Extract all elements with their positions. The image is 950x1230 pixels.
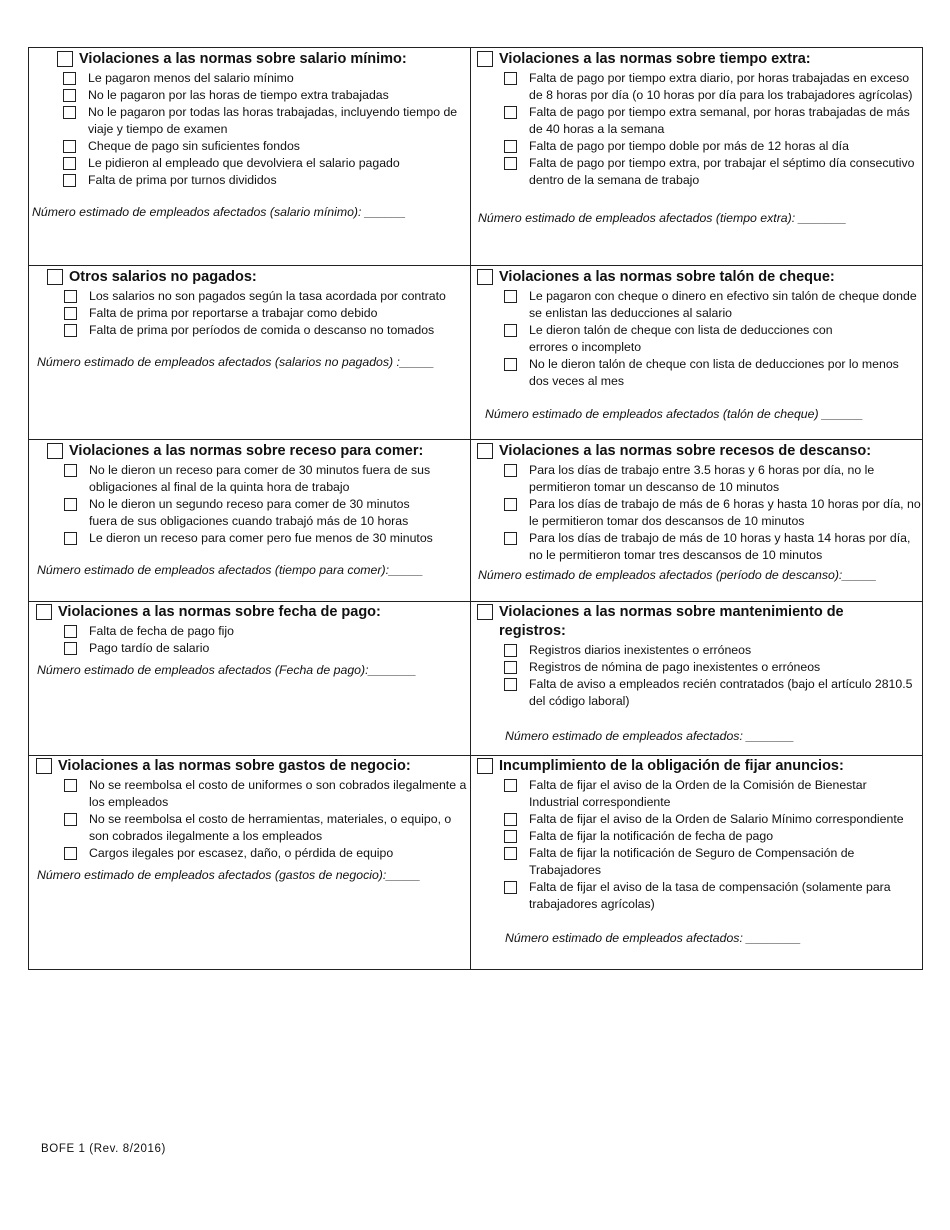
list-item: Registros diarios inexistentes o erróneos [504,642,921,659]
section-checkbox[interactable] [477,758,493,774]
list-item: Falta de fijar el aviso de la Orden de la Comisión de Bienestar Industrial correspondiente [504,777,921,811]
section-title: Violaciones a las normas sobre talón de cheque: [499,269,835,285]
affected-employees-estimate[interactable]: Número estimado de empleados afectados (talón de cheque) ______ [485,407,864,421]
item-checkbox[interactable] [64,847,77,860]
list-item: Para los días de trabajo de más de 10 horas y hasta 14 horas por día, no le permitieron tomar tres descansos de 10 minutos [504,530,921,564]
item-checkbox[interactable] [504,532,517,545]
item-checkbox[interactable] [504,881,517,894]
section-title: Otros salarios no pagados: [69,269,257,285]
affected-employees-estimate[interactable]: Número estimado de empleados afectados (salario mínimo): ______ [32,205,406,219]
list-item: Falta de prima por períodos de comida o descanso no tomados [64,322,469,339]
section-records [477,603,921,710]
list-item: No se reembolsa el costo de uniformes o son cobrados ilegalmente a los empleados [64,777,469,811]
item-checkbox[interactable] [504,661,517,674]
item-checkbox[interactable] [64,290,77,303]
item-checkbox[interactable] [63,157,76,170]
section-title: Incumplimiento de la obligación de fijar anuncios: [499,758,844,774]
section-paystub [477,268,921,390]
item-checkbox[interactable] [64,464,77,477]
column-divider [470,48,471,969]
list-item: Falta de fijar el aviso de la tasa de compensación (solamente para trabajadores agrícolas) [504,879,921,913]
list-item: Le pagaron con cheque o dinero en efectivo sin talón de cheque donde se enlistan las deducciones al salario [504,288,921,322]
list-item: Falta de prima por reportarse a trabajar como debido [64,305,469,322]
item-checkbox[interactable] [64,625,77,638]
item-checkbox[interactable] [504,140,517,153]
item-checkbox[interactable] [504,813,517,826]
form-revision-label: BOFE 1 (Rev. 8/2016) [41,1143,166,1155]
affected-employees-estimate[interactable]: Número estimado de empleados afectados (gastos de negocio):_____ [37,868,421,882]
violations-table [28,47,923,970]
list-item: Le pagaron menos del salario mínimo [63,70,469,87]
item-checkbox[interactable] [504,847,517,860]
row-divider [29,755,922,756]
item-checkbox[interactable] [63,140,76,153]
section-pay-date [36,603,469,657]
list-item: Falta de pago por tiempo extra semanal, por horas trabajadas de más de 40 horas a la semana [504,104,921,138]
section-other-wages [47,268,469,339]
list-item: No se reembolsa el costo de herramientas, materiales, o equipo, o son cobrados ilegalmente a los empleados [64,811,469,845]
list-item: Pago tardío de salario [64,640,469,657]
section-title: Violaciones a las normas sobre mantenimiento de registros: [499,604,844,639]
list-item: Falta de fijar el aviso de la Orden de Salario Mínimo correspondiente [504,811,921,828]
item-checkbox[interactable] [504,464,517,477]
list-item: Falta de fecha de pago fijo [64,623,469,640]
affected-employees-estimate[interactable]: Número estimado de empleados afectados (salarios no pagados) :_____ [37,355,435,369]
list-item: No le dieron un segundo receso para comer de 30 minutos fuera de sus obligaciones cuando trabajó más de 10 horas [64,496,469,530]
list-item: Falta de pago por tiempo doble por más de 12 horas al día [504,138,921,155]
section-business-expenses [36,757,469,862]
item-checkbox[interactable] [64,642,77,655]
item-checkbox[interactable] [63,72,76,85]
list-item: No le pagaron por las horas de tiempo extra trabajadas [63,87,469,104]
item-checkbox[interactable] [504,358,517,371]
item-checkbox[interactable] [63,174,76,187]
section-title: Violaciones a las normas sobre receso para comer: [69,443,424,459]
section-postings [477,757,921,913]
item-checkbox[interactable] [504,72,517,85]
section-title: Violaciones a las normas sobre salario mínimo: [79,51,407,67]
list-item: Le dieron talón de cheque con lista de deducciones con errores o incompleto [504,322,921,356]
section-minimum-wage [57,50,469,189]
row-divider [29,439,922,440]
section-checkbox[interactable] [477,269,493,285]
list-item: No le dieron talón de cheque con lista de deducciones por lo menos dos veces al mes [504,356,921,390]
list-item: Falta de prima por turnos divididos [63,172,469,189]
section-checkbox[interactable] [477,51,493,67]
section-checkbox[interactable] [36,604,52,620]
section-checkbox[interactable] [36,758,52,774]
list-item: Para los días de trabajo de más de 6 horas y hasta 10 horas por día, no le permitieron tomar dos descansos de 10 minutos [504,496,921,530]
item-checkbox[interactable] [504,290,517,303]
affected-employees-estimate[interactable]: Número estimado de empleados afectados: _______ [505,729,795,743]
list-item: Falta de fijar la notificación de Seguro de Compensación de Trabajadores [504,845,921,879]
list-item: No le pagaron por todas las horas trabajadas, incluyendo tiempo de viaje y tiempo de examen [63,104,469,138]
item-checkbox[interactable] [63,106,76,119]
item-checkbox[interactable] [504,498,517,511]
affected-employees-estimate[interactable]: Número estimado de empleados afectados (período de descanso):_____ [478,568,877,582]
list-item: Falta de pago por tiempo extra diario, por horas trabajadas en exceso de 8 horas por día (o 10 horas por día para los trabajadores agrícolas) [504,70,921,104]
list-item: Le pidieron al empleado que devolviera el salario pagado [63,155,469,172]
item-checkbox[interactable] [504,106,517,119]
list-item: Cheque de pago sin suficientes fondos [63,138,469,155]
row-divider [29,601,922,602]
list-item: Para los días de trabajo entre 3.5 horas y 6 horas por día, no le permitieron tomar un descanso de 10 minutos [504,462,921,496]
section-overtime [477,50,921,189]
list-item: Le dieron un receso para comer pero fue menos de 30 minutos [64,530,469,547]
section-rest-break [477,442,921,564]
section-title: Violaciones a las normas sobre recesos de descanso: [499,443,872,459]
section-meal-break [47,442,469,547]
row-divider [29,265,922,266]
section-checkbox[interactable] [477,604,493,620]
item-checkbox[interactable] [64,532,77,545]
list-item: Falta de fijar la notificación de fecha de pago [504,828,921,845]
list-item: No le dieron un receso para comer de 30 minutos fuera de sus obligaciones al final de la quinta hora de trabajo [64,462,469,496]
section-title: Violaciones a las normas sobre gastos de negocio: [58,758,411,774]
list-item: Falta de pago por tiempo extra, por trabajar el séptimo día consecutivo dentro de la semana de trabajo [504,155,921,189]
item-checkbox[interactable] [504,678,517,691]
section-checkbox[interactable] [57,51,73,67]
list-item: Falta de aviso a empleados recién contratados (bajo el artículo 2810.5 del código laboral) [504,676,921,710]
affected-employees-estimate[interactable]: Número estimado de empleados afectados: ________ [505,931,802,945]
item-checkbox[interactable] [504,779,517,792]
section-title: Violaciones a las normas sobre tiempo extra: [499,51,811,67]
section-checkbox[interactable] [477,443,493,459]
item-checkbox[interactable] [64,813,77,826]
item-checkbox[interactable] [64,779,77,792]
affected-employees-estimate[interactable]: Número estimado de empleados afectados (tiempo para comer):_____ [37,563,424,577]
item-checkbox[interactable] [63,89,76,102]
item-checkbox[interactable] [504,644,517,657]
item-checkbox[interactable] [504,324,517,337]
section-checkbox[interactable] [47,269,63,285]
item-checkbox[interactable] [504,830,517,843]
item-checkbox[interactable] [64,498,77,511]
list-item: Registros de nómina de pago inexistentes o erróneos [504,659,921,676]
section-checkbox[interactable] [47,443,63,459]
list-item: Los salarios no son pagados según la tasa acordada por contrato [64,288,469,305]
list-item: Cargos ilegales por escasez, daño, o pérdida de equipo [64,845,469,862]
item-checkbox[interactable] [64,307,77,320]
affected-employees-estimate[interactable]: Número estimado de empleados afectados (Fecha de pago):_______ [37,663,417,677]
item-checkbox[interactable] [64,324,77,337]
item-checkbox[interactable] [504,157,517,170]
section-title: Violaciones a las normas sobre fecha de pago: [58,604,381,620]
affected-employees-estimate[interactable]: Número estimado de empleados afectados (tiempo extra): _______ [478,211,847,225]
